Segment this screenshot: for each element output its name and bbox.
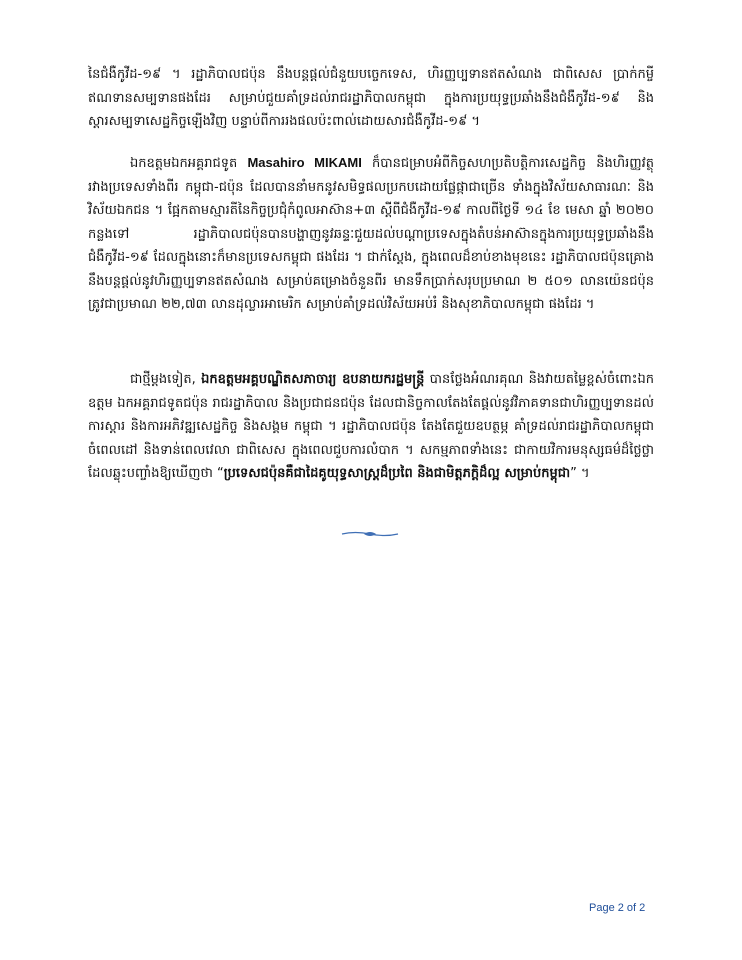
paragraph-3-end: ” ។ xyxy=(570,466,590,481)
paragraph-3-intro: ជាថ្មីម្តងទៀត, xyxy=(130,372,202,387)
page-number: Page 2 of 2 xyxy=(589,902,646,914)
paragraph-3 xyxy=(88,368,654,486)
deputy-pm-title: ឯកឧត្តមអគ្គបណ្ឌិតសភាចារ្យ ឧបនាយករដ្ឋមន្ត្រី xyxy=(201,372,425,387)
paragraph-1 xyxy=(88,63,654,134)
paragraph-2-body: ក៏បានជម្រាបអំពីកិច្ចសហប្រតិបត្តិការសេដ្ឋកិច្ច និងហិរញ្ញវត្ថុ រវាងប្រទេសទាំងពីរ កម្ពុជា-ជប៉ុន ដែលបាននាំមកនូវសមិទ្ធផលប្រកបដោយផ្លែផ្កាជាច្រើន ទាំងក្នុងវិស័យសាធារណៈ និងវិស័យឯកជន ។ ផ្អែកតាមស្មារតីនៃកិច្ចប្រជុំកំពូលអាស៊ាន+៣ ស្តីពីជំងឺកូវីដ-១៩ កាលពីថ្ងៃទី ១៤ ខែ មេសា ឆ្នាំ ២០២០ កន្លងទៅ រដ្ឋាភិបាលជប៉ុនបានបង្ហាញនូវឆន្ទៈជួយដល់បណ្តាប្រទេសក្នុងតំបន់អាស៊ានក្នុងការប្រយុទ្ធប្រឆាំងនឹងជំងឺកូវីដ-១៩ ដែលក្នុងនោះក៏មានប្រទេសកម្ពុជា ផងដែរ ។ ជាក់ស្តែង, ក្នុងពេលដ៏ខាប់ខាងមុខនេះ រដ្ឋាភិបាលជប៉ុនគ្រោងនឹងបន្តផ្តល់នូវហិរញ្ញប្បទានឥតសំណង សម្រាប់គម្រោងចំនួនពីរ មានទឹកប្រាក់សរុបប្រមាណ ២ ៥០១ លានយ៉េនជប៉ុន ត្រូវជាប្រមាណ ២២,៧៣ លានដុល្លារអាមេរិក សម្រាប់គាំទ្រដល់វិស័យអប់រំ និងសុខាភិបាលកម្ពុជា ផងដែរ ។ xyxy=(88,156,654,312)
paragraph-2-intro: ឯកឧត្តមឯកអគ្គរាជទូត xyxy=(130,156,248,171)
ornament-divider xyxy=(340,530,400,538)
paragraph-2 xyxy=(88,151,654,317)
ambassador-name: Masahiro MIKAMI xyxy=(247,155,362,170)
paragraph-1-text: នៃជំងឺកូវីដ-១៩ ។ រដ្ឋាភិបាលជប៉ុន នឹងបន្តផ្តល់ជំនួយបច្ចេកទេស, ហិរញ្ញប្បទានឥតសំណង ជាពិសេស ប្រាក់កម្ចីឥណទានសម្បទានផងដែរ សម្រាប់ជួយគាំទ្រដល់រាជរដ្ឋាភិបាលកម្ពុជា ក្នុងការប្រយុទ្ធប្រឆាំងនឹងជំងឺកូវីដ-១៩ និងស្តារសម្បទាសេដ្ឋកិច្ចឡើងវិញ បន្ទាប់ពីការរងផលប៉ះពាល់ដោយសារជំងឺកូវីដ-១៩ ។ xyxy=(88,67,654,129)
closing-quote: ប្រទេសជប៉ុនគឺជាដៃគូយុទ្ធសាស្ត្រដ៏ប្រពៃ និងជាមិត្តភក្តិដ៏ល្អ សម្រាប់កម្ពុជា xyxy=(223,466,571,481)
paragraph-3-body: បានថ្លែងអំណរគុណ និងវាយតម្លៃខ្ពស់ចំពោះឯកឧត្តម ឯកអគ្គរាជទូតជប៉ុន រាជរដ្ឋាភិបាល និងប្រជាជនជប៉ុន ដែលជានិច្ចកាលតែងតែផ្តល់នូវវិភាគទានជាហិរញ្ញប្បទានដល់ការស្តារ និងការអភិវឌ្ឍសេដ្ឋកិច្ច និងសង្គម កម្ពុជា ។ រដ្ឋាភិបាលជប៉ុន តែងតែជួយឧបត្ថម្ភ គាំទ្រដល់រាជរដ្ឋាភិបាលកម្ពុជា ចំពេលដៅ និងទាន់ពេលវេលា ជាពិសេស ក្នុងពេលជួបការលំបាក ។ សកម្មភាពទាំងនេះ ជាកាយវិការមនុស្សធម៌ដ៏ថ្លៃថ្លា ដែលឆ្លុះបញ្ចាំងឱ្យឃើញថា “ xyxy=(88,372,655,481)
